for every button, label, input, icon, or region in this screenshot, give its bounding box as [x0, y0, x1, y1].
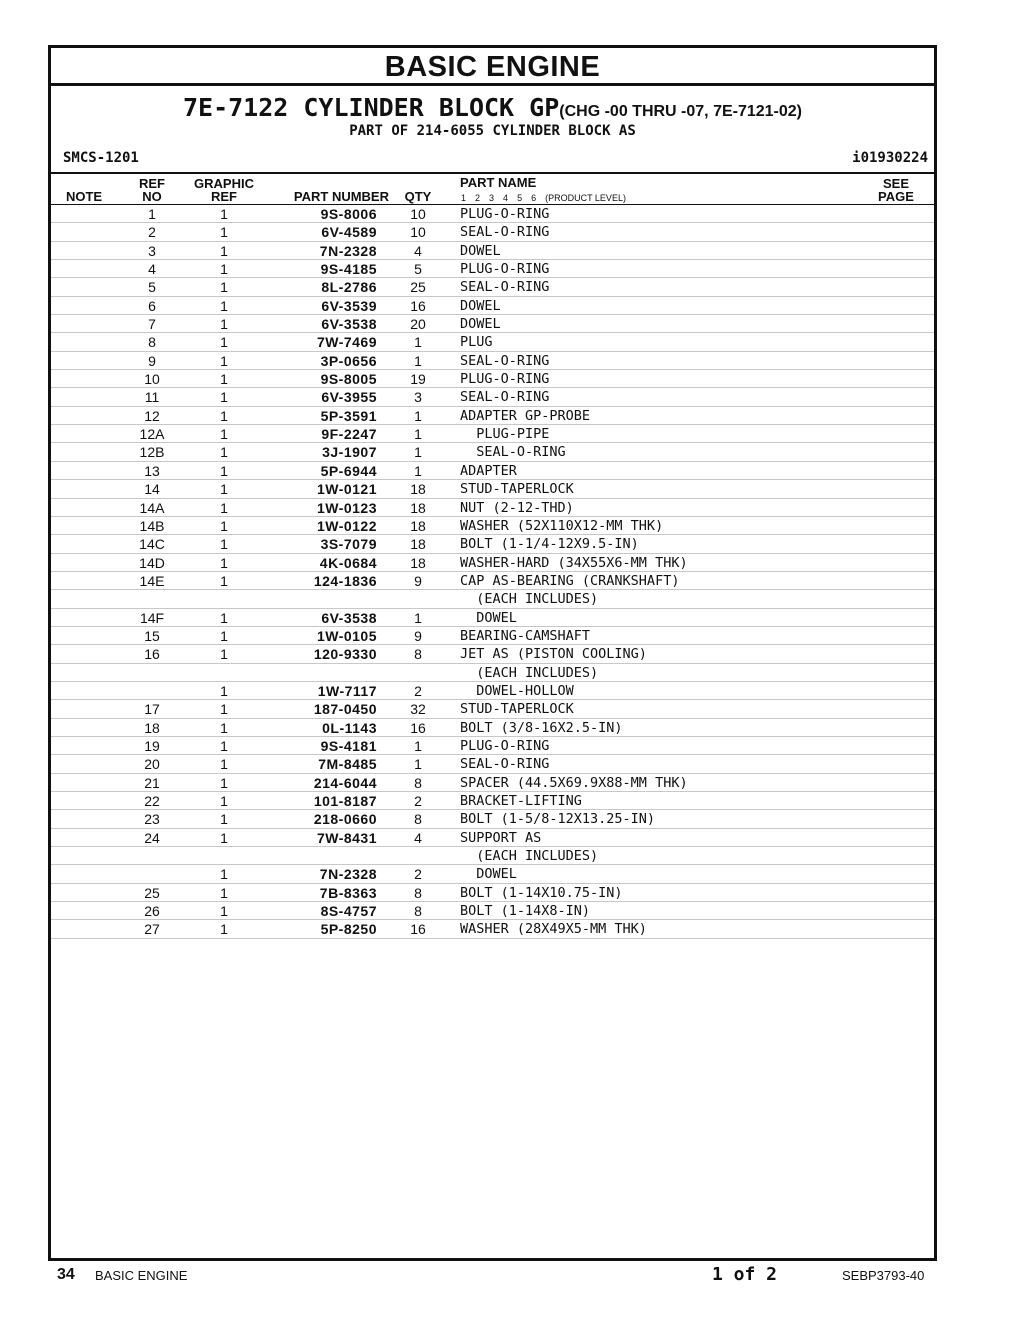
- table-row: [51, 480, 934, 498]
- part-name-cell: PLUG: [460, 334, 493, 351]
- ref-no-cell: 4: [148, 261, 156, 278]
- table-row: [51, 278, 934, 296]
- part-name-cell: DOWEL: [460, 297, 501, 314]
- table-row: [51, 205, 934, 223]
- part-number-cell: 5P-6944: [320, 462, 377, 479]
- ref-no-cell: 25: [144, 884, 160, 901]
- graphic-ref-cell: 1: [220, 499, 228, 516]
- group-title: [51, 93, 934, 122]
- ref-no-cell: 8: [148, 334, 156, 351]
- graphic-ref-cell: 1: [220, 719, 228, 736]
- part-name-cell: (EACH INCLUDES): [460, 664, 599, 681]
- qty-cell: 18: [410, 499, 426, 516]
- illustration-id: i01930224: [852, 150, 928, 166]
- graphic-ref-cell: 1: [220, 407, 228, 424]
- part-name-cell: DOWEL-HOLLOW: [460, 682, 574, 699]
- part-name-cell: SPACER (44.5X69.9X88-MM THK): [460, 774, 688, 791]
- graphic-ref-cell: 1: [220, 444, 228, 461]
- part-name-cell: PLUG-O-RING: [460, 371, 550, 388]
- part-number-cell: 6V-3955: [321, 389, 377, 406]
- ref-no-cell: 19: [144, 737, 160, 754]
- part-number-cell: 3P-0656: [320, 352, 377, 369]
- table-row: [51, 755, 934, 773]
- group-number-name: 7E-7122 CYLINDER BLOCK GP: [182, 93, 560, 122]
- qty-cell: 8: [414, 903, 422, 920]
- table-row: [51, 388, 934, 406]
- ref-no-cell: 2: [148, 224, 156, 241]
- graphic-ref-cell: 1: [220, 829, 228, 846]
- part-name-cell: PLUG-PIPE: [460, 426, 550, 443]
- table-row: [51, 737, 934, 755]
- graphic-ref-cell: 1: [220, 646, 228, 663]
- qty-cell: 16: [410, 297, 426, 314]
- qty-cell: 1: [414, 756, 422, 773]
- part-number-cell: 1W-0122: [316, 517, 377, 534]
- col-header-graphic-ref-top: GRAPHIC: [194, 176, 254, 191]
- part-number-cell: 6V-3538: [321, 609, 377, 626]
- qty-cell: 9: [414, 627, 422, 644]
- product-level-label: (PRODUCT LEVEL): [545, 193, 626, 203]
- level-5: 5: [517, 193, 523, 203]
- table-row: [51, 297, 934, 315]
- parts-table: [51, 205, 934, 939]
- table-row: [51, 645, 934, 663]
- ref-no-cell: 12A: [139, 426, 165, 443]
- graphic-ref-cell: 1: [220, 279, 228, 296]
- graphic-ref-cell: 1: [220, 371, 228, 388]
- part-name-cell: NUT (2-12-THD): [460, 499, 574, 516]
- ref-no-cell: 14A: [139, 499, 165, 516]
- qty-cell: 3: [414, 389, 422, 406]
- part-name-cell: BOLT (3/8-16X2.5-IN): [460, 719, 623, 736]
- part-name-cell: SEAL-O-RING: [460, 444, 566, 461]
- col-header-ref-no-top: REF: [139, 176, 165, 191]
- part-name-cell: WASHER-HARD (34X55X6-MM THK): [460, 554, 688, 571]
- ref-no-cell: 22: [144, 793, 160, 809]
- qty-cell: 1: [414, 426, 422, 443]
- part-number-cell: 6V-3539: [321, 297, 377, 314]
- table-row: [51, 333, 934, 351]
- table-row: [51, 774, 934, 792]
- qty-cell: 16: [410, 921, 426, 938]
- part-name-cell: BEARING-CAMSHAFT: [460, 627, 591, 644]
- table-row: [51, 884, 934, 902]
- part-name-cell: STUD-TAPERLOCK: [460, 701, 574, 718]
- qty-cell: 19: [410, 371, 426, 388]
- qty-cell: 2: [414, 682, 422, 699]
- qty-cell: 2: [414, 793, 422, 809]
- ref-no-cell: 24: [144, 829, 160, 846]
- part-name-cell: JET AS (PISTON COOLING): [460, 646, 647, 663]
- graphic-ref-cell: 1: [220, 334, 228, 351]
- graphic-ref-cell: 1: [220, 462, 228, 479]
- part-number-cell: 7B-8363: [319, 884, 377, 901]
- qty-cell: 10: [410, 206, 426, 222]
- part-name-cell: (EACH INCLUDES): [460, 848, 599, 865]
- table-row: [51, 407, 934, 425]
- table-row: [51, 664, 934, 682]
- part-name-cell: SUPPORT AS: [460, 829, 542, 846]
- ref-no-cell: 3: [148, 242, 156, 259]
- part-number-cell: 1W-0105: [316, 627, 377, 644]
- part-number-cell: 124-1836: [313, 572, 377, 589]
- graphic-ref-cell: 1: [220, 352, 228, 369]
- part-name-cell: SEAL-O-RING: [460, 224, 550, 241]
- ref-no-cell: 18: [144, 719, 160, 736]
- part-number-cell: 9F-2247: [321, 426, 377, 443]
- ref-no-cell: 27: [144, 921, 160, 938]
- qty-cell: 8: [414, 774, 422, 791]
- qty-cell: 1: [414, 444, 422, 461]
- ref-no-cell: 11: [144, 389, 160, 406]
- graphic-ref-cell: 1: [220, 572, 228, 589]
- part-name-cell: PLUG-O-RING: [460, 261, 550, 278]
- part-number-cell: 101-8187: [313, 793, 377, 809]
- qty-cell: 18: [410, 536, 426, 553]
- graphic-ref-cell: 1: [220, 627, 228, 644]
- part-number-cell: 9S-8006: [320, 206, 377, 222]
- ref-no-cell: 20: [144, 756, 160, 773]
- qty-cell: 4: [414, 829, 422, 846]
- smcs-code: SMCS-1201: [63, 150, 139, 166]
- graphic-ref-cell: 1: [220, 921, 228, 938]
- table-row: [51, 865, 934, 883]
- footer-section-name: BASIC ENGINE: [95, 1268, 188, 1283]
- ref-no-cell: 10: [144, 371, 160, 388]
- ref-no-cell: 17: [144, 701, 160, 718]
- header-top-rule: [51, 172, 934, 174]
- part-name-cell: DOWEL: [460, 609, 517, 626]
- table-row: [51, 517, 934, 535]
- ref-no-cell: 26: [144, 903, 160, 920]
- ref-no-cell: 23: [144, 811, 160, 828]
- ref-no-cell: 14B: [139, 517, 165, 534]
- part-number-cell: 5P-8250: [320, 921, 377, 938]
- part-of-assembly: PART OF 214-6055 CYLINDER BLOCK AS: [349, 123, 636, 139]
- qty-cell: 10: [410, 224, 426, 241]
- table-row: [51, 443, 934, 461]
- ref-no-cell: 1: [148, 206, 156, 222]
- table-row: [51, 847, 934, 865]
- qty-cell: 9: [414, 572, 422, 589]
- graphic-ref-cell: 1: [220, 426, 228, 443]
- col-header-part-name: PART NAME: [460, 175, 537, 190]
- ref-no-cell: 6: [148, 297, 156, 314]
- part-name-cell: STUD-TAPERLOCK: [460, 481, 574, 498]
- qty-cell: 25: [410, 279, 426, 296]
- part-name-cell: DOWEL: [460, 866, 517, 883]
- graphic-ref-cell: 1: [220, 701, 228, 718]
- graphic-ref-cell: 1: [220, 517, 228, 534]
- qty-cell: 2: [414, 866, 422, 883]
- graphic-ref-cell: 1: [220, 206, 228, 222]
- footer-page-number: 34: [57, 1266, 75, 1283]
- product-levels: [461, 193, 635, 203]
- part-name-cell: BOLT (1-14X10.75-IN): [460, 884, 623, 901]
- table-row: [51, 700, 934, 718]
- part-name-cell: WASHER (28X49X5-MM THK): [460, 921, 647, 938]
- col-header-see-page-bottom: PAGE: [878, 189, 914, 204]
- qty-cell: 32: [410, 701, 426, 718]
- level-6: 6: [531, 193, 537, 203]
- level-3: 3: [489, 193, 495, 203]
- qty-cell: 1: [414, 609, 422, 626]
- col-header-qty: QTY: [404, 189, 432, 204]
- ref-no-cell: 5: [148, 279, 156, 296]
- qty-cell: 1: [414, 334, 422, 351]
- graphic-ref-cell: 1: [220, 224, 228, 241]
- part-number-cell: 218-0660: [313, 811, 377, 828]
- part-number-cell: 7W-8431: [316, 829, 377, 846]
- graphic-ref-cell: 1: [220, 554, 228, 571]
- ref-no-cell: 7: [148, 316, 156, 333]
- part-number-cell: 9S-4185: [320, 261, 377, 278]
- ref-no-cell: 12: [144, 407, 160, 424]
- part-number-cell: 8L-2786: [321, 279, 377, 296]
- qty-cell: 1: [414, 352, 422, 369]
- table-row: [51, 810, 934, 828]
- graphic-ref-cell: 1: [220, 242, 228, 259]
- graphic-ref-cell: 1: [220, 297, 228, 314]
- table-row: [51, 554, 934, 572]
- qty-cell: 1: [414, 462, 422, 479]
- part-name-cell: CAP AS-BEARING (CRANKSHAFT): [460, 572, 680, 589]
- table-row: [51, 792, 934, 810]
- graphic-ref-cell: 1: [220, 316, 228, 333]
- table-row: [51, 590, 934, 608]
- table-row: [51, 499, 934, 517]
- part-name-cell: SEAL-O-RING: [460, 352, 550, 369]
- part-number-cell: 6V-3538: [321, 316, 377, 333]
- level-2: 2: [475, 193, 481, 203]
- part-number-cell: 214-6044: [313, 774, 377, 791]
- qty-cell: 8: [414, 811, 422, 828]
- table-row: [51, 352, 934, 370]
- qty-cell: 18: [410, 481, 426, 498]
- table-row: [51, 920, 934, 938]
- table-row: [51, 242, 934, 260]
- qty-cell: 20: [410, 316, 426, 333]
- graphic-ref-cell: 1: [220, 774, 228, 791]
- part-name-cell: BRACKET-LIFTING: [460, 793, 582, 809]
- ref-no-cell: 14C: [139, 536, 165, 553]
- graphic-ref-cell: 1: [220, 261, 228, 278]
- graphic-ref-cell: 1: [220, 903, 228, 920]
- table-row: [51, 260, 934, 278]
- graphic-ref-cell: 1: [220, 756, 228, 773]
- qty-cell: 18: [410, 517, 426, 534]
- level-1: 1: [461, 193, 467, 203]
- part-number-cell: 1W-7117: [317, 682, 377, 699]
- part-name-cell: PLUG-O-RING: [460, 206, 550, 222]
- part-number-cell: 120-9330: [313, 646, 377, 663]
- part-number-cell: 0L-1143: [322, 719, 377, 736]
- part-name-cell: BOLT (1-5/8-12X13.25-IN): [460, 811, 656, 828]
- part-number-cell: 9S-4181: [320, 737, 377, 754]
- part-name-cell: BOLT (1-1/4-12X9.5-IN): [460, 536, 639, 553]
- part-number-cell: 1W-0121: [316, 481, 377, 498]
- qty-cell: 8: [414, 884, 422, 901]
- part-name-cell: PLUG-O-RING: [460, 737, 550, 754]
- part-number-cell: 187-0450: [313, 701, 377, 718]
- part-name-cell: ADAPTER GP-PROBE: [460, 407, 591, 424]
- part-name-cell: SEAL-O-RING: [460, 756, 550, 773]
- table-row: [51, 462, 934, 480]
- footer-document-id: SEBP3793-40: [842, 1268, 925, 1283]
- qty-cell: 16: [410, 719, 426, 736]
- ref-no-cell: 14: [144, 481, 160, 498]
- section-title: BASIC ENGINE: [51, 48, 934, 86]
- part-number-cell: 4K-0684: [319, 554, 377, 571]
- part-number-cell: 7N-2328: [319, 866, 377, 883]
- table-row: [51, 572, 934, 590]
- graphic-ref-cell: 1: [220, 884, 228, 901]
- table-row: [51, 425, 934, 443]
- qty-cell: 8: [414, 646, 422, 663]
- col-header-part-number: PART NUMBER: [293, 189, 389, 204]
- ref-no-cell: 15: [144, 627, 160, 644]
- part-name-cell: WASHER (52X110X12-MM THK): [460, 517, 664, 534]
- qty-cell: 1: [414, 407, 422, 424]
- part-number-cell: 9S-8005: [320, 371, 377, 388]
- graphic-ref-cell: 1: [220, 682, 228, 699]
- parts-page-frame: [48, 45, 937, 1261]
- part-number-cell: 7W-7469: [316, 334, 377, 351]
- level-4: 4: [503, 193, 509, 203]
- ref-no-cell: 9: [148, 352, 156, 369]
- graphic-ref-cell: 1: [220, 737, 228, 754]
- part-number-cell: 3J-1907: [322, 444, 377, 461]
- table-row: [51, 627, 934, 645]
- ref-no-cell: 14F: [139, 609, 165, 626]
- part-name-cell: DOWEL: [460, 242, 501, 259]
- graphic-ref-cell: 1: [220, 609, 228, 626]
- graphic-ref-cell: 1: [220, 866, 228, 883]
- table-row: [51, 609, 934, 627]
- part-name-cell: BOLT (1-14X8-IN): [460, 903, 591, 920]
- part-number-cell: 8S-4757: [320, 903, 377, 920]
- col-header-see-page-top: SEE: [882, 176, 909, 191]
- col-header-graphic-ref-bottom: REF: [211, 189, 237, 204]
- qty-cell: 18: [410, 554, 426, 571]
- table-row: [51, 902, 934, 920]
- part-name-cell: ADAPTER: [460, 462, 517, 479]
- part-number-cell: 7N-2328: [319, 242, 377, 259]
- part-name-cell: DOWEL: [460, 316, 501, 333]
- part-number-cell: 3S-7079: [320, 536, 377, 553]
- table-row: [51, 223, 934, 241]
- ref-no-cell: 13: [144, 462, 160, 479]
- part-number-cell: 7M-8485: [318, 756, 377, 773]
- group-change-note: (CHG -00 THRU -07, 7E-7121-02): [559, 103, 803, 120]
- ref-no-cell: 16: [144, 646, 160, 663]
- table-row: [51, 535, 934, 553]
- graphic-ref-cell: 1: [220, 811, 228, 828]
- ref-no-cell: 21: [144, 774, 160, 791]
- part-number-cell: 1W-0123: [316, 499, 377, 516]
- table-row: [51, 682, 934, 700]
- graphic-ref-cell: 1: [220, 536, 228, 553]
- table-row: [51, 315, 934, 333]
- part-number-cell: 5P-3591: [320, 407, 377, 424]
- footer-page-of: 1 of 2: [712, 1264, 778, 1285]
- qty-cell: 1: [414, 737, 422, 754]
- part-name-cell: SEAL-O-RING: [460, 279, 550, 296]
- part-number-cell: 6V-4589: [321, 224, 377, 241]
- col-header-note: NOTE: [65, 189, 103, 204]
- ref-no-cell: 14D: [139, 554, 165, 571]
- table-row: [51, 370, 934, 388]
- ref-no-cell: 12B: [139, 444, 165, 461]
- graphic-ref-cell: 1: [220, 389, 228, 406]
- col-header-ref-no-bottom: NO: [142, 189, 162, 204]
- table-row: [51, 719, 934, 737]
- graphic-ref-cell: 1: [220, 793, 228, 809]
- graphic-ref-cell: 1: [220, 481, 228, 498]
- qty-cell: 5: [414, 261, 422, 278]
- part-name-cell: SEAL-O-RING: [460, 389, 550, 406]
- ref-no-cell: 14E: [139, 572, 165, 589]
- part-name-cell: (EACH INCLUDES): [460, 591, 599, 608]
- table-row: [51, 829, 934, 847]
- qty-cell: 4: [414, 242, 422, 259]
